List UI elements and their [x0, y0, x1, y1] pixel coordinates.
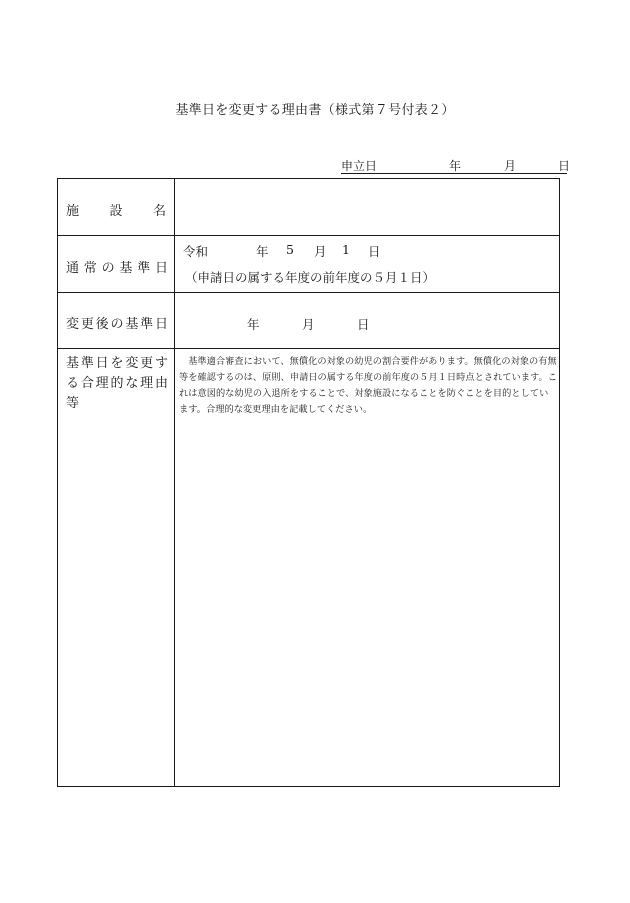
label-char: の [110, 317, 124, 332]
year-label: 年 [247, 317, 260, 332]
day-label: 日 [357, 317, 370, 332]
label-char: 常 [83, 261, 97, 276]
application-date-line [341, 157, 571, 174]
label-char: 基 [66, 356, 80, 371]
reason-label-line [66, 374, 168, 394]
label-char: 施 [66, 204, 80, 219]
facility-name-label-cell [58, 179, 175, 235]
label-char: の [101, 261, 115, 276]
application-date-day-label: 日 [558, 159, 571, 173]
label-char: を [110, 356, 124, 371]
label-char: 日 [154, 317, 168, 332]
reason-label-line: 等 [66, 396, 80, 411]
year-label: 年 [256, 244, 269, 259]
reason-instruction-text: 基準適合審査において、無償化の対象の幼児の割合要件があります。無償化の対象の有無等を確認するのは、原則、申請日の属する年度の前年度の５月１日時点とされています。これは意図的な幼児の入退所をすることで、対象施設になることを防ぐことを目的としています。合理的な変更理由を記載してください。 [179, 356, 557, 415]
label-char: 合 [80, 376, 94, 391]
label-char: 変 [125, 356, 139, 371]
label-char: 理 [140, 376, 154, 391]
label-char: 的 [110, 376, 124, 391]
normal-base-date-value-cell[interactable] [175, 236, 559, 292]
label-char: 準 [80, 356, 94, 371]
label-char: 設 [109, 204, 123, 219]
label-char: 由 [154, 376, 168, 391]
era-label: 令和 [183, 244, 209, 259]
reason-row [58, 349, 559, 786]
reason-label-cell [58, 349, 175, 786]
label-char: 名 [152, 204, 166, 219]
normal-base-date-note: （申請日の属する年度の前年度の５月１日） [185, 270, 436, 285]
application-date-year-label: 年 [449, 159, 462, 173]
changed-base-date-label-cell [58, 293, 175, 348]
label-char: 更 [80, 317, 94, 332]
label-char: る [66, 376, 80, 391]
label-char: 更 [140, 356, 154, 371]
facility-name-label [66, 200, 166, 219]
label-char: 理 [95, 376, 109, 391]
label-char: 基 [119, 261, 133, 276]
label-char: 準 [137, 261, 151, 276]
label-char: 後 [95, 317, 109, 332]
reason-form-table [57, 178, 560, 787]
reason-label-line [66, 354, 168, 374]
facility-name-value-cell[interactable] [175, 179, 559, 235]
document-title: 基準日を変更する理由書（様式第７号付表２） [175, 103, 455, 118]
month-value: 5 [286, 242, 294, 257]
month-label: 月 [302, 317, 315, 332]
label-char: 日 [95, 356, 109, 371]
label-char: す [154, 356, 168, 371]
application-date-month-label: 月 [504, 159, 517, 173]
month-label: 月 [314, 244, 327, 259]
day-label: 日 [368, 244, 381, 259]
day-value: 1 [342, 242, 350, 257]
changed-base-date-label [66, 313, 168, 332]
normal-base-date-row [58, 236, 559, 293]
reason-label [66, 354, 168, 414]
label-char: 通 [66, 261, 80, 276]
label-char: 基 [125, 317, 139, 332]
normal-base-date-label [66, 257, 168, 276]
changed-base-date-row [58, 293, 559, 349]
label-char: 準 [140, 317, 154, 332]
facility-name-row [58, 179, 559, 236]
label-char: 日 [154, 261, 168, 276]
normal-base-date-label-cell [58, 236, 175, 292]
changed-base-date-value-cell[interactable] [175, 293, 559, 348]
label-char: 変 [66, 317, 80, 332]
reason-value-cell[interactable] [175, 349, 559, 786]
application-date-label: 申立日 [341, 159, 378, 173]
label-char: な [125, 376, 139, 391]
